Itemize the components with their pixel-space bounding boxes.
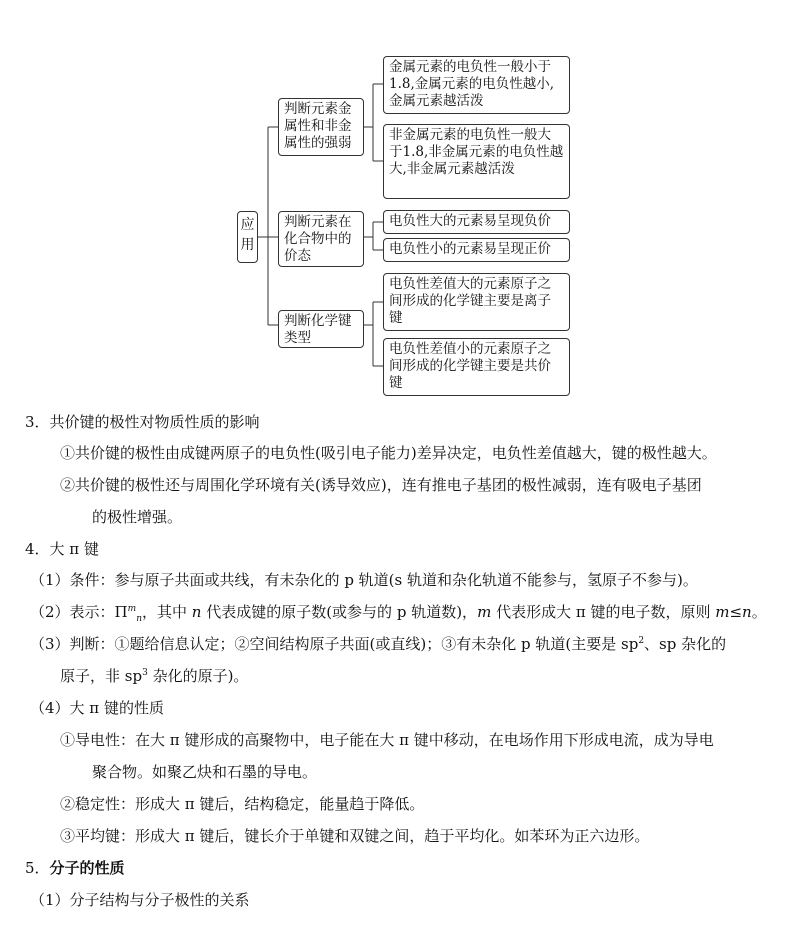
section-5-item-1: （1）分子结构与分子极性的关系	[30, 891, 250, 909]
section-4-judgement-cont: 原子，非 $sp^3$ 杂化的原子)。	[60, 667, 249, 685]
section-3-point-2: ②共价键的极性还与周围化学环境有关(诱导效应)，连有推电子基团的极性减弱，连有吸电子基团	[60, 476, 702, 494]
branch-valence: 判断元素在化合物中的价态	[278, 211, 364, 267]
section-4-properties: （4）大 π 键的性质	[30, 699, 164, 717]
leaf-metal: 金属元素的电负性一般小于1.8,金属元素的电负性越小,金属元素越活泼	[383, 56, 570, 114]
leaf-positive-valence: 电负性小的元素易呈现正价	[383, 238, 570, 262]
section-4-condition: （1）条件：参与原子共面或共线，有未杂化的 p 轨道(s 轨道和杂化轨道不能参与，氢原子不参与)。	[30, 571, 698, 589]
leaf-ionic-bond: 电负性差值大的元素原子之间形成的化学键主要是离子键	[383, 273, 570, 331]
property-conductivity: ①导电性：在大 π 键形成的高聚物中，电子能在大 π 键中移动，在电场作用下形成电流，成为导电	[60, 731, 714, 749]
section-4-judgement: （3）判断：①题给信息认定；②空间结构原子共面(或直线)；③有未杂化 p 轨道(主要是 $sp^2$、sp 杂化的	[30, 635, 727, 653]
branch-metallicity: 判断元素金属性和非金属性的强弱	[278, 98, 364, 156]
property-conductivity-cont: 聚合物。如聚乙炔和石墨的导电。	[92, 763, 318, 781]
leaf-negative-valence: 电负性大的元素易呈现负价	[383, 210, 570, 234]
diagram-root: 应用	[237, 211, 258, 263]
section-3-title: 3．共价键的极性对物质性质的影响	[25, 413, 260, 431]
branch-bond-type: 判断化学键类型	[278, 310, 364, 348]
section-4-title: 4．大 π 键	[25, 540, 99, 558]
section-5-title: 5．分子的性质	[25, 859, 125, 877]
property-average-bond: ③平均键：形成大 π 键后，键长介于单键和双键之间，趋于平均化。如苯环为正六边形。	[60, 827, 650, 845]
section-3-point-2-cont: 的极性增强。	[92, 508, 183, 526]
section-4-notation: （2）表示：$\Pi^m_n$，其中 n 代表成键的原子数(或参与的 p 轨道数)，m 代表形成大 π 键的电子数，原则 m≤n。	[30, 603, 767, 624]
leaf-nonmetal: 非金属元素的电负性一般大于1.8,非金属元素的电负性越大,非金属元素越活泼	[383, 124, 570, 199]
property-stability: ②稳定性：形成大 π 键后，结构稳定，能量趋于降低。	[60, 795, 425, 813]
leaf-covalent-bond: 电负性差值小的元素原子之间形成的化学键主要是共价键	[383, 338, 570, 396]
section-3-point-1: ①共价键的极性由成键两原子的电负性(吸引电子能力)差异决定，电负性差值越大，键的极性越大。	[60, 444, 717, 462]
